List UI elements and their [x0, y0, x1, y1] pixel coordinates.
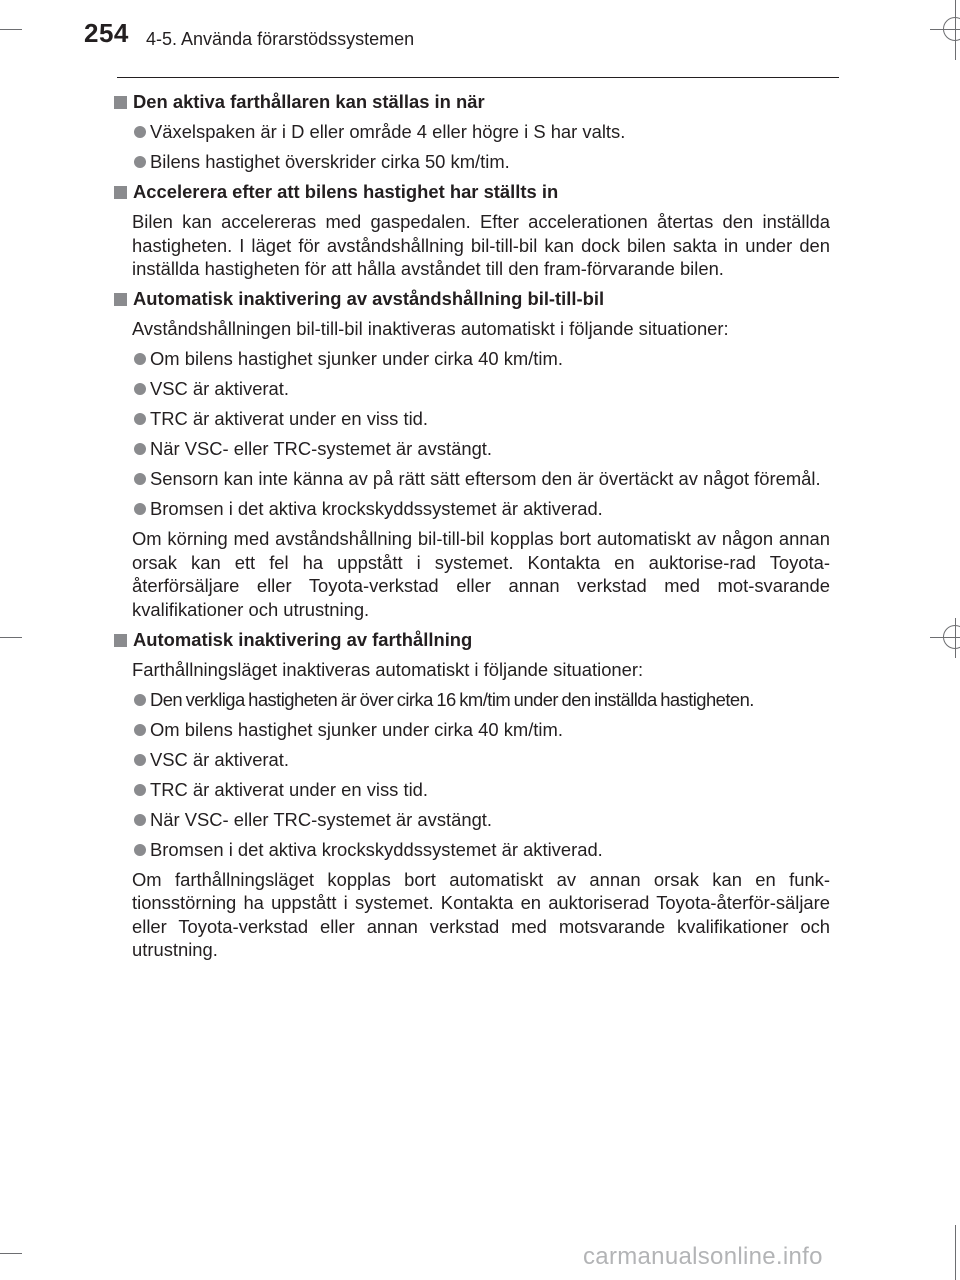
list-item: Bromsen i det aktiva krockskyddssystemet är aktiverad.: [110, 838, 840, 862]
registration-mark: [943, 625, 960, 649]
body-paragraph: Om körning med avståndshållning bil-till-bil kopplas bort automatiskt av någon annan orsak kan ett fel ha uppstått i systemet. Kontakta en auktorise-rad Toyota-återförsäljare eller Toyota-verkstad eller annan verkstad med mot-svarande kvalifikationer och utrustning.: [132, 527, 830, 620]
circle-bullet-icon: [134, 814, 146, 826]
circle-bullet-icon: [134, 473, 146, 485]
circle-bullet-icon: [134, 844, 146, 856]
circle-bullet-icon: [134, 353, 146, 365]
section-intro: Avståndshållningen bil-till-bil inaktiveras automatiskt i följande situationer:: [132, 318, 729, 340]
section-heading: Automatisk inaktivering av farthållning: [110, 628, 840, 652]
circle-bullet-icon: [134, 413, 146, 425]
crop-mark: [0, 637, 22, 638]
list-item: VSC är aktiverat.: [110, 377, 840, 401]
registration-mark: [943, 17, 960, 41]
square-bullet-icon: [114, 96, 127, 109]
list-item: Om bilens hastighet sjunker under cirka 40 km/tim.: [110, 718, 840, 742]
list-item: När VSC- eller TRC-systemet är avstängt.: [110, 808, 840, 832]
square-bullet-icon: [114, 293, 127, 306]
circle-bullet-icon: [134, 694, 146, 706]
list-item: Sensorn kan inte känna av på rätt sätt eftersom den är övertäckt av något föremål.: [110, 467, 840, 491]
watermark: carmanualsonline.info: [583, 1243, 823, 1270]
crop-mark: [0, 1253, 22, 1254]
circle-bullet-icon: [134, 724, 146, 736]
list-item: När VSC- eller TRC-systemet är avstängt.: [110, 437, 840, 461]
circle-bullet-icon: [134, 156, 146, 168]
body-paragraph: Bilen kan accelereras med gaspedalen. Efter accelerationen återtas den inställda hastigheten. I läget för avståndshållning bil-till-bil kan dock bilen sakta in under den inställda hastigheten för att hålla avståndet till den fram-förvarande bilen.: [132, 210, 830, 280]
circle-bullet-icon: [134, 126, 146, 138]
list-item: Bromsen i det aktiva krockskyddssystemet är aktiverad.: [110, 497, 840, 521]
page-content: [110, 90, 840, 968]
list-item: TRC är aktiverat under en viss tid.: [110, 407, 840, 431]
crop-mark: [955, 1225, 956, 1280]
crop-mark: [0, 29, 22, 30]
circle-bullet-icon: [134, 754, 146, 766]
list-item: Om bilens hastighet sjunker under cirka 40 km/tim.: [110, 347, 840, 371]
circle-bullet-icon: [134, 383, 146, 395]
circle-bullet-icon: [134, 503, 146, 515]
list-item: Växelspaken är i D eller område 4 eller högre i S har valts.: [110, 120, 840, 144]
section-heading: Den aktiva farthållaren kan ställas in när: [110, 90, 840, 114]
page-number: 254: [84, 18, 129, 48]
list-item: TRC är aktiverat under en viss tid.: [110, 778, 840, 802]
header-rule: [117, 77, 839, 78]
chapter-title: 4-5. Använda förarstödssystemen: [146, 29, 415, 49]
section-intro: Farthållningsläget inaktiveras automatiskt i följande situationer:: [132, 658, 644, 680]
list-item: Bilens hastighet överskrider cirka 50 km/tim.: [110, 150, 840, 174]
square-bullet-icon: [114, 634, 127, 647]
list-item: VSC är aktiverat.: [110, 748, 840, 772]
section-heading: Automatisk inaktivering av avståndshållning bil-till-bil: [110, 287, 840, 311]
square-bullet-icon: [114, 186, 127, 199]
circle-bullet-icon: [134, 784, 146, 796]
circle-bullet-icon: [134, 443, 146, 455]
list-item: Den verkliga hastigheten är över cirka 16 km/tim under den inställda hastigheten.: [110, 688, 840, 712]
section-heading: Accelerera efter att bilens hastighet har ställts in: [110, 180, 840, 204]
body-paragraph: Om farthållningsläget kopplas bort automatiskt av annan orsak kan en funk-tionsstörning ha uppstått i systemet. Kontakta en auktoriserad Toyota-återför-säljare eller Toyota-verkstad eller annan verkstad med motsvarande kvalifikationer och utrustning.: [132, 868, 830, 961]
